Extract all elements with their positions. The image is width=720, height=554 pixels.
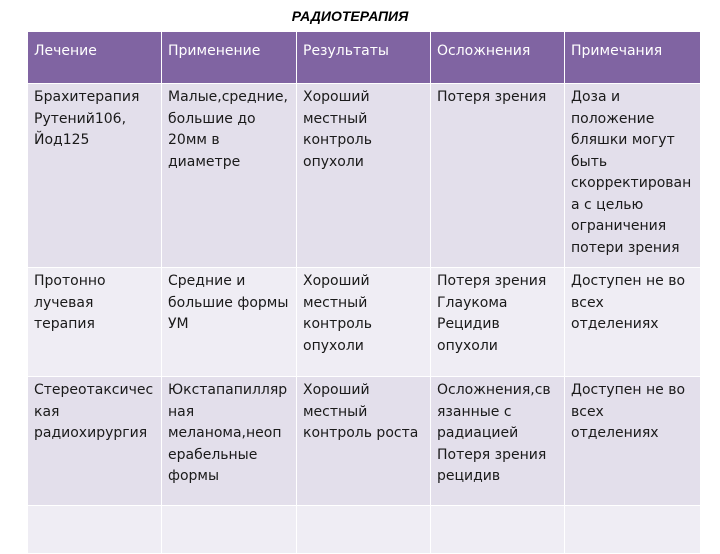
cell-application [162,506,297,554]
cell-results: Хороший местный контроль опухоли [297,268,431,377]
cell-application: Малые,средние,большие до 20мм в диаметре [162,84,297,268]
radiotherapy-table [27,31,701,554]
page-title: РАДИОТЕРАПИЯ [291,8,409,24]
cell-complications [431,506,565,554]
cell-results [297,506,431,554]
table-header-row [28,32,701,84]
cell-treatment: Протонно лучевая терапия [28,268,162,377]
header-treatment: Лечение [28,32,162,84]
cell-treatment: Стереотаксическая радиохирургия [28,377,162,506]
cell-application: Средние и большие формы УМ [162,268,297,377]
table-row [28,377,701,506]
header-results: Результаты [297,32,431,84]
cell-results: Хороший местный контроль роста [297,377,431,506]
table-row [28,84,701,268]
header-notes: Примечания [565,32,701,84]
cell-notes: Доступен не во всех отделениях [565,377,701,506]
cell-application: Юкстапапиллярная меланома,неоперабельные формы [162,377,297,506]
header-complications: Осложнения [431,32,565,84]
header-application: Применение [162,32,297,84]
cell-treatment [28,506,162,554]
cell-results: Хороший местный контроль опухоли [297,84,431,268]
cell-notes [565,506,701,554]
cell-complications: Осложнения,связанные с радиацией Потеря зрения рецидив [431,377,565,506]
cell-complications: Потеря зрения [431,84,565,268]
table-row [28,506,701,554]
cell-treatment: Брахитерапия Рутений106, Йод125 [28,84,162,268]
cell-notes: Доза и положение бляшки могут быть скорректирована с целью ограничения потери зрения [565,84,701,268]
cell-complications: Потеря зрения Глаукома Рецидив опухоли [431,268,565,377]
table-row [28,268,701,377]
cell-notes: Доступен не во всех отделениях [565,268,701,377]
